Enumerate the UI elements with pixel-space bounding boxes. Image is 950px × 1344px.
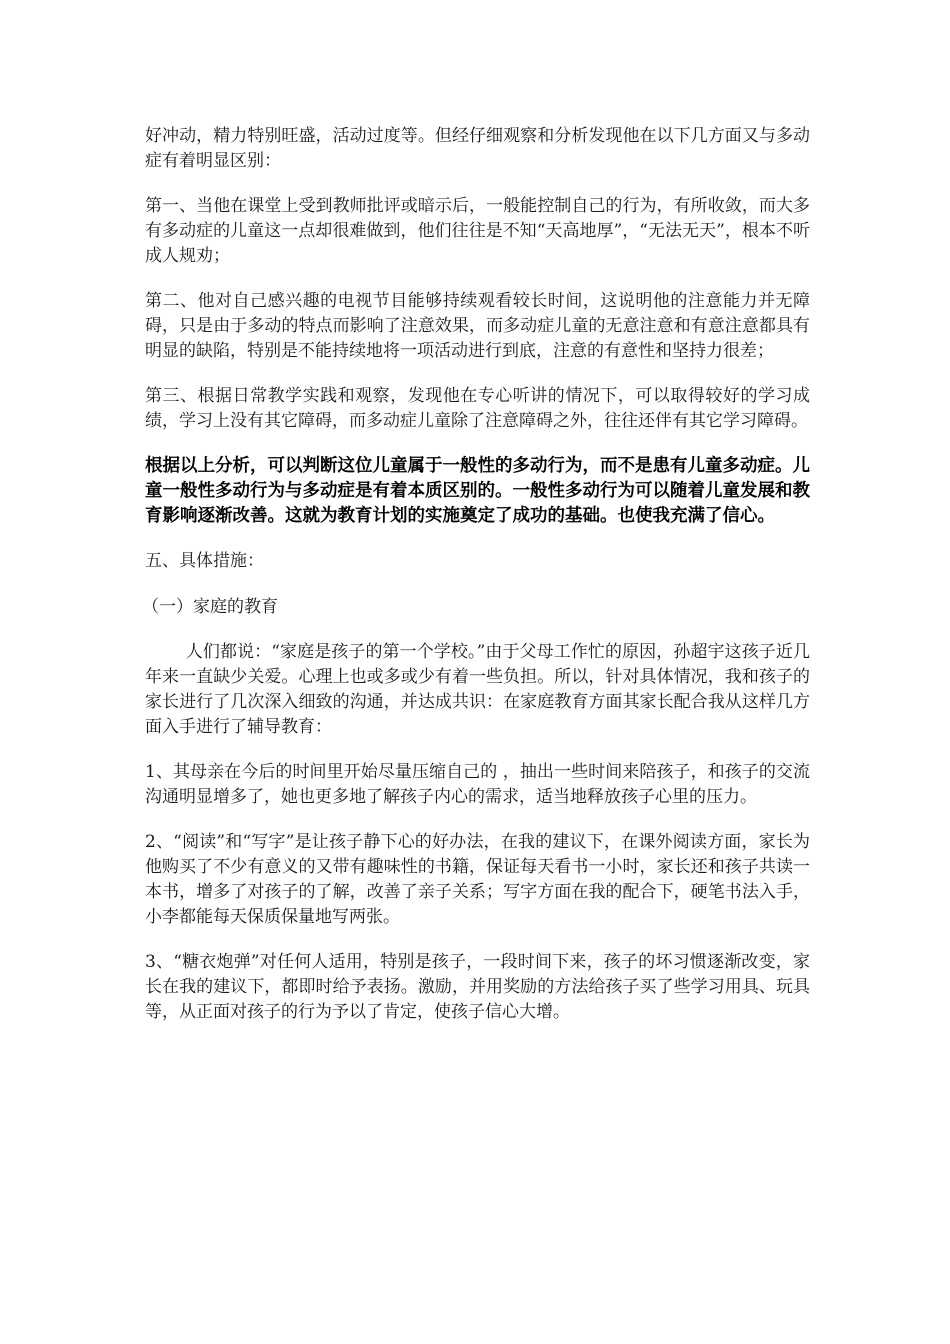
paragraph-point-two: 第二、他对自己感兴趣的电视节目能够持续观看较长时间，这说明他的注意能力并无障碍，只是由于多动的特点而影响了注意效果，而多动症儿童的无意注意和有意注意都具有明显的缺陷，特别是不能持续地将一项活动进行到底，注意的有意性和坚持力很差； — [145, 291, 810, 361]
paragraph-family-education: 人们都说：“家庭是孩子的第一个学校。”由于父母工作忙的原因，孙超宇这孩子近几年来一直缺少关爱。心理上也或多或少有着一些负担。所以，针对具体情况，我和孩子的家长进行了几次深入细致的沟通，并达成共识：在家庭教育方面其家长配合我从这样几方面入手进行了辅导教育： — [145, 642, 810, 737]
list-item-3: 3、“糖衣炮弹”对任何人适用，特别是孩子，一段时间下来，孩子的坏习惯逐渐改变，家长在我的建议下，都即时给予表扬。激励，并用奖励的方法给孩子买了些学习用具、玩具等，从正面对孩子的行为予以了肯定，使孩子信心大增。 — [145, 952, 810, 1022]
list-item-1: 1、其母亲在今后的时间里开始尽量压缩自己的 ，抽出一些时间来陪孩子，和孩子的交流沟通明显增多了，她也更多地了解孩子内心的需求，适当地释放孩子心里的压力。 — [145, 762, 810, 807]
document-body — [142, 124, 810, 1045]
section-heading: 五、具体措施： — [145, 551, 264, 571]
paragraph-point-one: 第一、当他在课堂上受到教师批评或暗示后，一般能控制自己的行为，有所收敛，而大多有多动症的儿童这一点却很难做到，他们往往是不知“天高地厚”，“无法无天”，根本不听成人规劝； — [145, 196, 810, 266]
subsection-heading: （一）家庭的教育 — [142, 597, 278, 617]
list-item-2: 2、“阅读”和“写字”是让孩子静下心的好办法，在我的建议下，在课外阅读方面，家长为他购买了不少有意义的又带有趣味性的书籍，保证每天看书一小时，家长还和孩子共读一本书，增多了对孩子的了解，改善了亲子关系；写字方面在我的配合下，硬笔书法入手，小李都能每天保质保量地写两张。 — [145, 832, 810, 927]
paragraph-point-three: 第三、根据日常教学实践和观察，发现他在专心听讲的情况下，可以取得较好的学习成绩，学习上没有其它障碍，而多动症儿童除了注意障碍之外，往往还伴有其它学习障碍。 — [145, 386, 810, 431]
paragraph-intro: 好冲动，精力特别旺盛，活动过度等。但经仔细观察和分析发现他在以下几方面又与多动症有着明显区别： — [145, 126, 810, 171]
paragraph-conclusion: 根据以上分析，可以判断这位儿童属于一般性的多动行为，而不是患有儿童多动症。儿童一般性多动行为与多动症是有着本质区别的。一般性多动行为可以随着儿童发展和教育影响逐渐改善。这就为教育计划的实施奠定了成功的基础。也使我充满了信心。 — [145, 456, 810, 526]
